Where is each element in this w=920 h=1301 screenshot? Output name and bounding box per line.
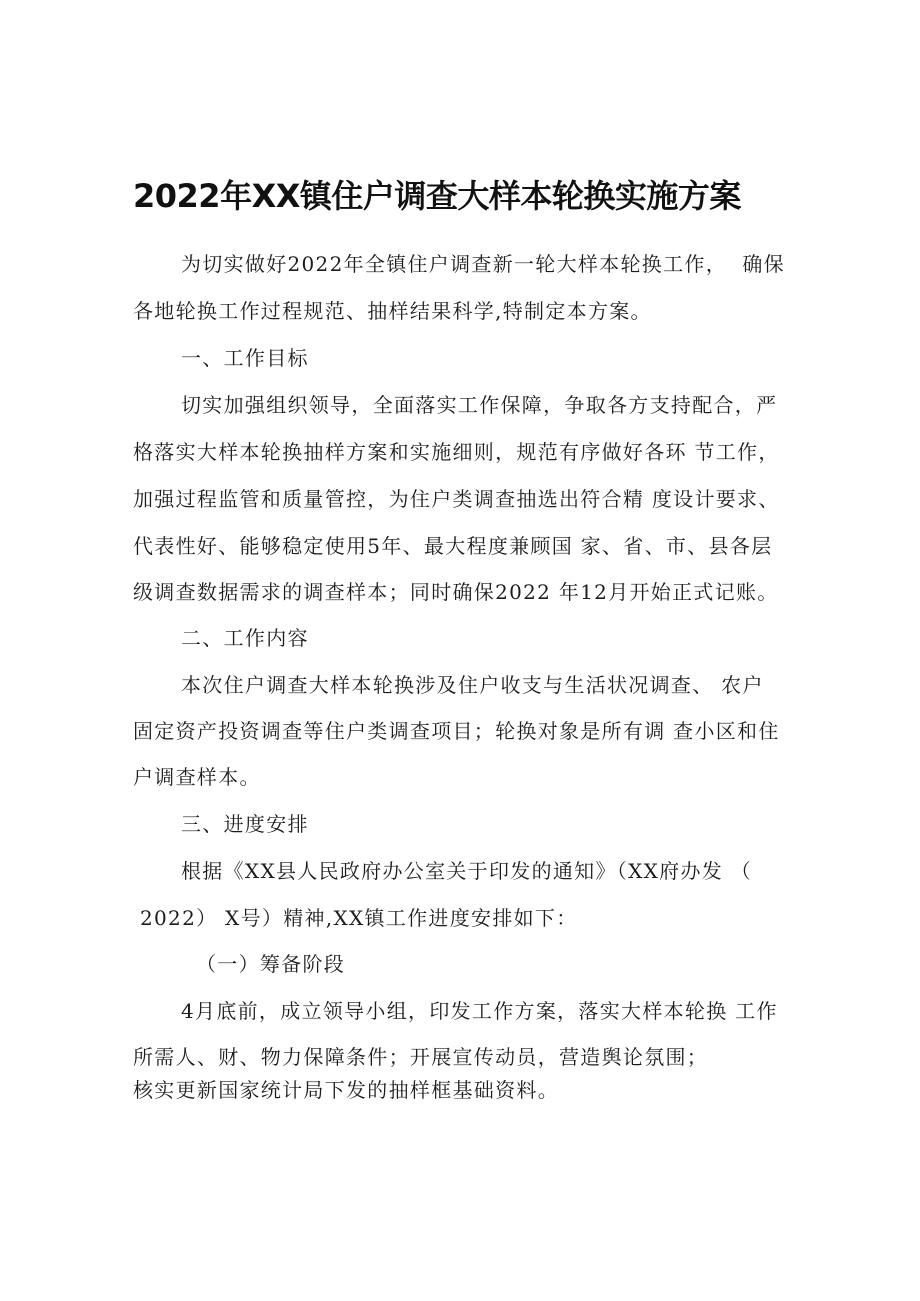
body-line: 代表性好、能够稳定使用5年、最大程度兼顾国 家、省、市、县各层 bbox=[133, 534, 773, 558]
body-line: 4月底前，成立领导小组，印发工作方案，落实大样本轮换 工作 bbox=[181, 999, 778, 1023]
body-line: 固定资产投资调查等住户类调查项目；轮换对象是所有调 查小区和住 bbox=[133, 719, 780, 743]
body-line: 2022） X号）精神,XX镇工作进度安排如下： bbox=[140, 906, 578, 930]
body-line: 户调查样本。 bbox=[133, 765, 261, 789]
body-line: 为切实做好2022年全镇住户调查新一轮大样本轮换工作， 确保 bbox=[181, 252, 785, 276]
body-line: 切实加强组织领导，全面落实工作保障，争取各方支持配合，严 bbox=[181, 393, 778, 417]
section-heading: 三、进度安排 bbox=[181, 812, 309, 836]
section-heading: 一、工作目标 bbox=[181, 346, 309, 370]
body-line: 所需人、财、物力保障条件；开展宣传动员，营造舆论氛围； bbox=[133, 1045, 709, 1069]
subsection-heading: （一）筹备阶段 bbox=[196, 952, 346, 976]
section-heading: 二、工作内容 bbox=[181, 626, 309, 650]
body-line: 各地轮换工作过程规范、抽样结果科学,特制定本方案。 bbox=[133, 299, 652, 323]
body-line: 加强过程监管和质量管控，为住户类调查抽选出符合精 度设计要求、 bbox=[133, 487, 780, 511]
body-line: 核实更新国家统计局下发的抽样框基础资料。 bbox=[133, 1078, 559, 1102]
document-title: 2022年XX镇住户调查大样本轮换实施方案 bbox=[133, 177, 741, 215]
body-line: 级调查数据需求的调查样本；同时确保2022 年12月开始正式记账。 bbox=[133, 580, 779, 604]
body-line: 根据《XX县人民政府办公室关于印发的通知》（XX府办发 （ bbox=[181, 859, 753, 883]
body-line: 格落实大样本轮换抽样方案和实施细则，规范有序做好各环 节工作， bbox=[133, 440, 780, 464]
body-line: 本次住户调查大样本轮换涉及住户收支与生活状况调查、 农户 bbox=[181, 673, 764, 697]
